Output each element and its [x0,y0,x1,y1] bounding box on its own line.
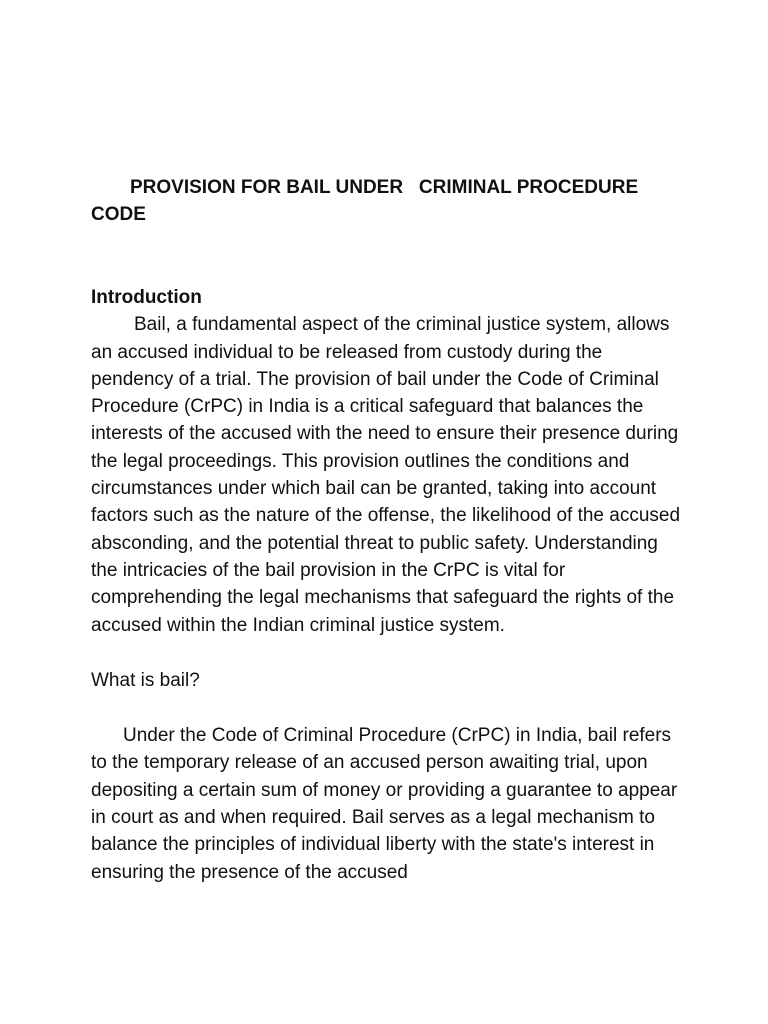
question-what-is-bail: What is bail? [91,669,200,691]
document-title: PROVISION FOR BAIL UNDER CRIMINAL PROCEDURE CODE [91,177,644,225]
document-body [91,174,681,886]
intro-paragraph: Bail, a fundamental aspect of the criminal justice system, allows an accused individual to be released from custody during the pendency of a trial. The provision of bail under the Code of Criminal Procedure (CrPC) in India is a critical safeguard that balances the interests of the accused with the need to ensure their presence during the legal proceedings. This provision outlines the conditions and circumstances under which bail can be granted, taking into account factors such as the nature of the offense, the likelihood of the accused absconding, and the potential threat to public safety. Understanding the intricacies of the bail provision in the CrPC is vital for comprehending the legal mechanisms that safeguard the rights of the accused within the Indian criminal justice system. [91,314,681,636]
answer-paragraph: Under the Code of Criminal Procedure (CrPC) in India, bail refers to the temporary release of an accused person awaiting trial, upon depositing a certain sum of money or providing a guarantee to appear in court as and when required. Bail serves as a legal mechanism to balance the principles of individual liberty with the state's interest in ensuring the presence of the accused [91,725,678,883]
section-heading-introduction: Introduction [91,287,202,308]
